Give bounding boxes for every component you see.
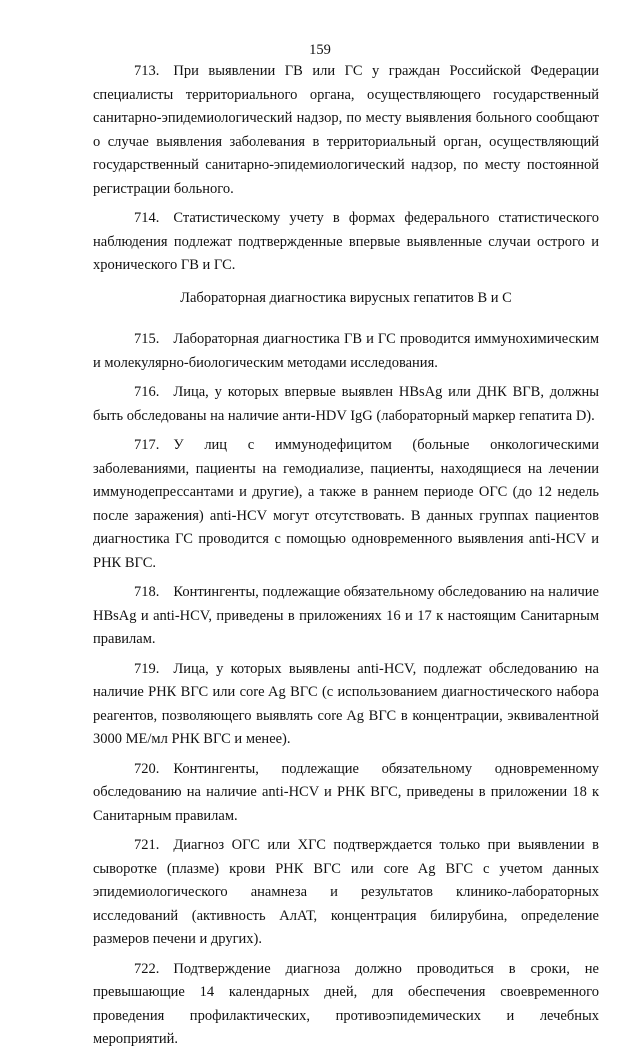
paragraph-number: 714. [134,210,160,226]
paragraph-text: Контингенты, подлежащие обязательному обследованию на наличие HBsAg и anti-HCV, приведены в приложениях 16 и 17 к настоящим Санитарным правилам. [93,584,599,647]
paragraph-720 [93,758,599,829]
paragraph-text: Контингенты, подлежащие обязательному одновременному обследованию на наличие anti-HCV и РНК ВГС, приведены в приложении 18 к Санитарным правилам. [93,760,599,824]
paragraph-721 [93,834,599,952]
paragraph-number: 722. [134,960,160,977]
section-heading: Лабораторная диагностика вирусных гепатитов В и С [180,289,512,306]
paragraph-number: 720. [134,760,160,777]
page-number: 159 [309,42,331,58]
paragraph-text: Лица, у которых выявлены anti-HCV, подлежат обследованию на наличие РНК ВГС или core Ag ВГС (с использованием диагностического набора реагентов, позволяющего выявлять core Ag ВГС в концентрации, эквивалентной 3000 МЕ/мл РНК ВГС и менее). [93,660,599,747]
paragraph-716 [93,381,599,428]
paragraph-715 [93,328,599,375]
paragraph-number: 721. [134,837,160,853]
paragraph-text: Диагноз ОГС или ХГС подтверждается только при выявлении в сыворотке (плазме) крови РНК ВГС или core Ag ВГС с учетом данных эпидемиологического анамнеза и результатов клинико-лабораторных исследований (активность АлАТ, концентрация билирубина, определение размеров печени и других). [93,837,599,947]
paragraph-number: 717. [134,437,160,453]
paragraph-text: Подтверждение диагноза должно проводиться в сроки, не превышающие 14 календарных дней, для обеспечения своевременного проведения профилактических, противоэпидемических и лечебных мероприятий. [93,960,599,1047]
paragraph-text: При выявлении ГВ или ГС у граждан Российской Федерации специалисты территориального органа, осуществляющего государственный санитарно-эпидемиологический надзор, по месту выявления больного сообщают о случае выявления заболевания в территориальный орган, осуществляющий государственный санитарно-эпидемиологический надзор, по месту постоянной регистрации больного. [93,63,599,197]
paragraph-number: 715. [134,331,160,347]
paragraph-number: 719. [134,660,160,677]
paragraph-719 [93,658,599,752]
paragraph-722 [93,958,599,1052]
paragraph-text: У лиц с иммунодефицитом (больные онкологическими заболеваниями, пациенты на гемодиализе, пациенты, находящиеся на лечении иммунодепрессантами и другие), а также в раннем периоде ОГС (до 12 недель после заражения) anti-HCV могут отсутствовать. В данных группах пациентов диагностика ГС проводится с помощью одновременного выявления anti-HCV и РНК ВГС. [93,437,599,571]
paragraph-717 [93,434,599,575]
paragraph-number: 716. [134,384,160,400]
paragraph-718 [93,581,599,652]
paragraph-text: Лабораторная диагностика ГВ и ГС проводится иммунохимическим и молекулярно-биологическим методами исследования. [93,331,599,371]
paragraph-text: Лица, у которых впервые выявлен HBsAg или ДНК ВГВ, должны быть обследованы на наличие анти-HDV IgG (лабораторный маркер гепатита D). [93,384,599,424]
document-body [93,60,599,1058]
paragraph-714 [93,207,599,278]
paragraph-713 [93,60,599,201]
paragraph-number: 713. [134,63,160,79]
paragraph-text: Статистическому учету в формах федерального статистического наблюдения подлежат подтвержденные впервые выявленные случаи острого и хронического ГВ и ГС. [93,210,599,273]
paragraph-number: 718. [134,584,160,600]
